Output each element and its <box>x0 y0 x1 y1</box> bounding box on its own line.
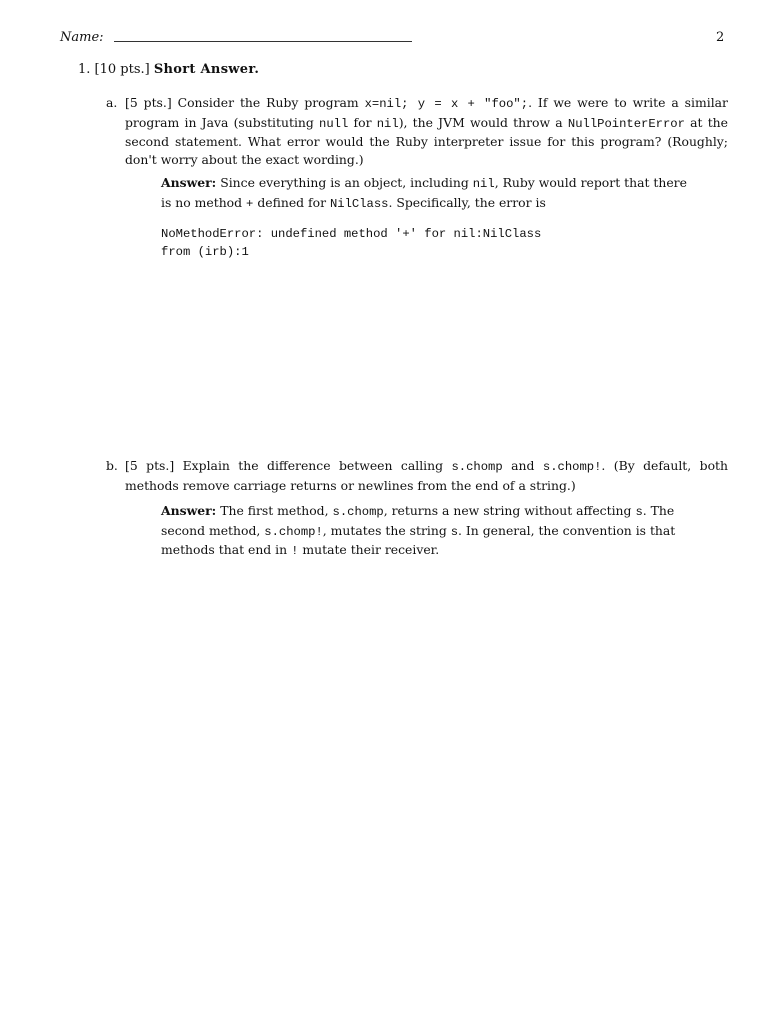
part-a-answer <box>161 174 689 213</box>
name-label: Name: <box>60 30 104 45</box>
answer-code: + <box>246 196 254 211</box>
question-points: [10 pts.] <box>94 62 150 77</box>
answer-text: mutate their receiver. <box>302 542 440 557</box>
answer-label: Answer: <box>161 175 217 190</box>
answer-code: ! <box>291 544 299 558</box>
part-a-text: Consider the Ruby program <box>177 95 359 110</box>
part-b-prompt <box>125 457 728 494</box>
page-number: 2 <box>716 30 725 45</box>
part-a-points: [5 pts.] <box>125 95 172 110</box>
part-b-code: s.chomp <box>451 460 503 474</box>
answer-text: defined for <box>257 194 326 210</box>
question-title: Short Answer. <box>153 62 260 77</box>
part-b <box>106 457 728 494</box>
part-a-text: for <box>353 114 372 130</box>
part-a-text: ), the JVM would throw a <box>398 114 563 130</box>
part-a-code: x=nil; y = x + "foo"; <box>364 97 529 111</box>
answer-code: nil <box>472 177 495 191</box>
part-b-text: Explain the difference between calling <box>182 458 444 473</box>
answer-code: s.chomp <box>332 505 384 519</box>
part-b-points: [5 pts.] <box>125 458 175 473</box>
part-a-text: at the second statement. What error would the Ruby interpreter issue for this program? (Roughly; don't worry about the exact wording.) <box>125 114 728 167</box>
answer-text: . Specifically, the error is <box>388 194 546 210</box>
part-b-answer <box>161 502 689 561</box>
answer-text: . The second method, <box>161 503 675 538</box>
part-a-code: nil <box>376 116 399 131</box>
part-b-code: s.chomp! <box>542 460 602 474</box>
name-blank-line <box>114 41 412 42</box>
part-b-text: . (By default, both methods remove carriage returns or newlines from the end of a string.) <box>125 458 728 493</box>
part-a-label: a. <box>106 95 118 110</box>
answer-text: , mutates the string <box>322 522 447 538</box>
part-a <box>106 94 728 168</box>
answer-code: s <box>450 524 459 539</box>
part-b-label: b. <box>106 458 118 473</box>
error-code-block <box>161 226 541 261</box>
question-heading <box>78 62 259 77</box>
answer-code: s.chomp! <box>264 524 323 539</box>
question-number: 1. <box>78 62 91 77</box>
answer-code: s <box>635 505 643 519</box>
answer-text: The first method, <box>220 503 329 518</box>
part-a-code: NullPointerError <box>567 116 685 131</box>
part-a-code: null <box>319 116 349 131</box>
part-b-text: and <box>511 458 535 473</box>
answer-text: , returns a new string without affecting <box>383 503 632 518</box>
part-a-prompt <box>125 94 728 168</box>
answer-text: Since everything is an object, including <box>220 175 469 190</box>
code-line: from (irb):1 <box>161 244 249 259</box>
answer-label: Answer: <box>161 503 217 518</box>
part-a-text: . If we were to write a similar program in Java (substituting <box>125 95 728 130</box>
code-line: NoMethodError: undefined method '+' for nil:NilClass <box>161 227 542 241</box>
answer-text: . In general, the convention is that methods that end in <box>161 522 676 557</box>
answer-code: NilClass <box>329 196 389 211</box>
answer-text: , Ruby would report that there is no method <box>161 175 687 210</box>
